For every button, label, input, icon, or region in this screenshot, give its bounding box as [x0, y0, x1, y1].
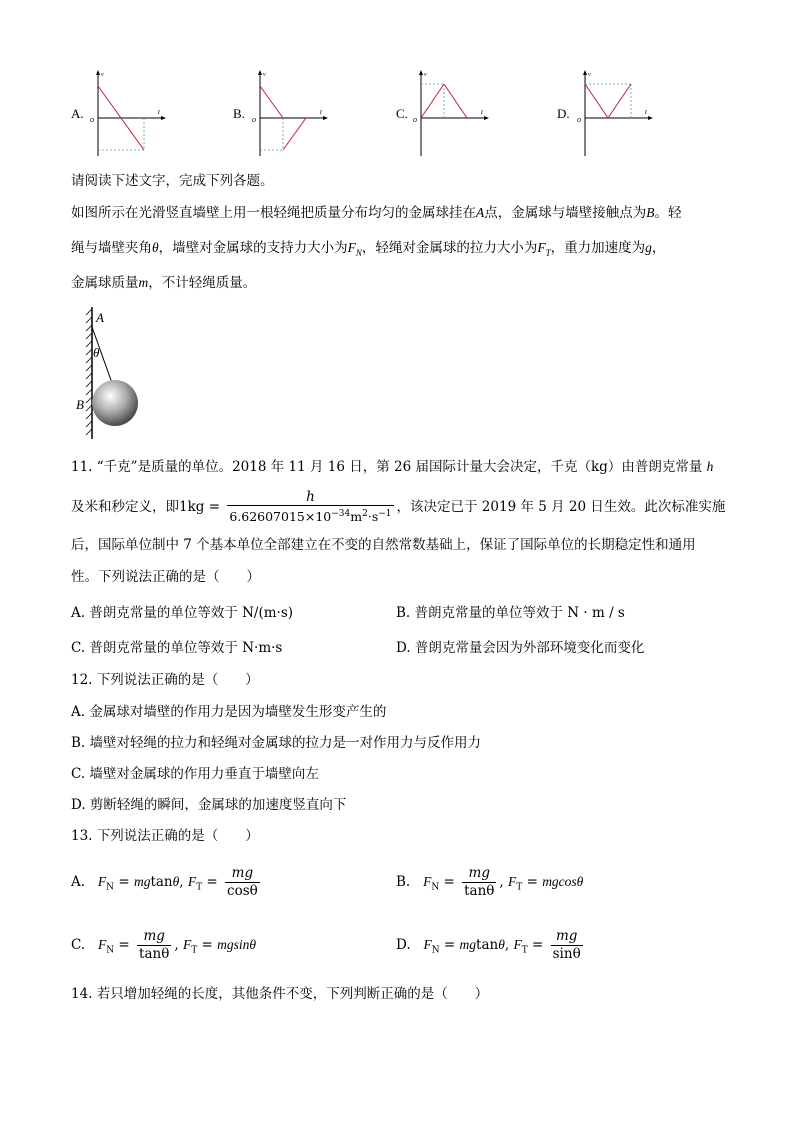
force-symbol: F [182, 937, 192, 952]
axis-t-label: t [645, 108, 647, 116]
para-line-1 [71, 203, 682, 223]
axis-t-label: t [481, 108, 483, 116]
den-exp: −34 [331, 509, 351, 520]
vt-graph-d [575, 68, 655, 160]
theta: θ [172, 874, 180, 889]
kg-equals: 1kg = [179, 499, 221, 515]
den-value: 6.62607015×10 [229, 509, 332, 525]
q11-line-3: 后，国际单位制中 7 个基本单位全部建立在不变的自然常数基础上，保证了国际单位的长期稳定性和通用 [71, 537, 696, 553]
subscript: T [521, 945, 528, 956]
option-label: B. [396, 874, 411, 890]
numerator: mg [551, 928, 583, 946]
intro-text: 请阅读下述文字，完成下列各题。 [71, 173, 274, 189]
force-symbol: F [187, 874, 197, 889]
text: 金属球质量 [71, 275, 139, 291]
subscript: T [516, 882, 523, 893]
option-label: B. [233, 106, 245, 121]
force-symbol: F [513, 937, 522, 952]
point-b: B [646, 205, 655, 220]
text: ，墙壁对金属球的支持力大小为 [158, 240, 348, 256]
subscript: T [196, 882, 203, 893]
origin-label: o [252, 115, 256, 124]
text: 绳与墙壁夹角 [71, 240, 152, 256]
denominator: tanθ [464, 883, 495, 899]
subscript: N [355, 247, 362, 258]
para-line-3 [71, 273, 256, 293]
force-symbol: F [423, 937, 432, 952]
subscript: N [431, 945, 440, 956]
m-symbol: m [138, 275, 149, 290]
q14-stem: 14. 若只增加轻绳的长度，其他条件不变，下列判断正确的是（ ） [71, 986, 489, 1002]
denominator: tanθ [139, 946, 170, 962]
axis-t-label: t [158, 108, 160, 116]
numerator: mg [462, 865, 496, 883]
text: ，该决定已于 2019 年 5 月 20 日生效。此次标准实施 [396, 499, 726, 515]
q11-option-a: A. 普朗克常量的单位等效于 N/(m·s) [71, 605, 294, 621]
den-unit: m [350, 509, 363, 525]
option-label: D. [557, 106, 570, 121]
fraction [225, 865, 260, 900]
denominator: cosθ [227, 883, 258, 899]
expression: mgsinθ [217, 937, 256, 952]
origin-label: o [413, 115, 417, 124]
q13-option-c: C. $F_N$ = $\frac{mg}{\tan\theta}$ , $F_T = mgsin\theta$ [71, 928, 256, 962]
force-symbol: F [537, 240, 546, 255]
text: 及米和秒定义，即 [71, 499, 179, 515]
q13-option-b: B. $F_N$ = $\frac{mg}{\tan\theta}$ , $F_T = mgcos\theta$ [396, 865, 584, 899]
para-line-2 [71, 238, 665, 264]
force-symbol: F [98, 937, 107, 952]
q11-option-b: B. 普朗克常量的单位等效于 N · m / s [396, 605, 625, 621]
numerator: mg [225, 865, 260, 883]
metal-ball [92, 380, 138, 426]
den-unit2: ·s [367, 509, 379, 525]
force-symbol: F [423, 874, 432, 889]
text: 如图所示在光滑竖直墙壁上用一根轻绳把质量分布均匀的金属球挂在 [71, 205, 476, 221]
q13-option-a: A. $F_N = mgtan\theta$, $F_T$ = $\frac{mg}{\cos\theta}$ [71, 865, 258, 899]
mg: mg [133, 874, 151, 889]
wall-hatching [86, 309, 92, 435]
option-label: C. [396, 106, 408, 121]
origin-label: o [90, 115, 94, 124]
fraction [551, 928, 583, 963]
g-symbol: g [645, 240, 652, 255]
q13-option-d: D. $F_N = mgtan\theta$, $F_T$ = $\frac{mg}{\sin\theta}$ [396, 928, 581, 962]
label-theta: θ [93, 345, 100, 360]
axis-v-label: v [588, 72, 591, 78]
vt-graph-a [88, 68, 168, 160]
q11-line-2 [71, 488, 725, 526]
vt-graph-c [411, 68, 491, 160]
subscript: N [106, 882, 115, 893]
origin-label: o [577, 115, 581, 124]
label-a: A [96, 310, 104, 325]
fraction [137, 928, 171, 963]
option-label: C. [71, 937, 86, 953]
tan: tan [476, 937, 499, 953]
label-b: B [76, 397, 84, 412]
q12-option-c: C. 墙壁对金属球的作用力垂直于墙壁向左 [71, 766, 319, 782]
planck-fraction [227, 489, 393, 525]
h-symbol: h [706, 459, 714, 474]
wall-ball-figure [74, 305, 154, 445]
theta: θ [152, 240, 159, 255]
subscript: N [106, 945, 115, 956]
force-symbol: F [508, 874, 517, 889]
text: ，重力加速度为 [550, 240, 646, 256]
fraction [462, 865, 496, 900]
den-unit2-exp: −1 [378, 509, 392, 520]
text: ，不计轻绳质量。 [148, 275, 257, 291]
vt-graph-b [250, 68, 330, 160]
denominator: sinθ [552, 946, 581, 962]
text: 11. “千克”是质量的单位。2018 年 11 月 16 日，第 26 届国际计量大会决定，千克（kg）由普朗克常量 [71, 459, 703, 475]
mg: mg [459, 937, 477, 952]
force-symbol: F [347, 240, 356, 255]
subscript: T [545, 247, 551, 258]
option-label: A. [71, 106, 84, 121]
expression: mgcosθ [542, 874, 584, 889]
q11-line-1 [71, 457, 713, 477]
q11-option-d: D. 普朗克常量会因为外部环境变化而变化 [396, 640, 645, 656]
q11-option-c: C. 普朗克常量的单位等效于 N·m·s [71, 640, 283, 656]
option-label: A. [71, 874, 86, 890]
den-unit-exp: 2 [362, 509, 368, 520]
q12-option-b: B. 墙壁对轻绳的拉力和轻绳对金属球的拉力是一对作用力与反作用力 [71, 735, 482, 751]
text: ， [651, 240, 666, 256]
subscript: N [431, 882, 440, 893]
fraction-numerator: h [227, 489, 393, 506]
point-a: A [476, 205, 485, 220]
q12-option-a: A. 金属球对墙壁的作用力是因为墙壁发生形变产生的 [71, 704, 387, 720]
axis-t-label: t [320, 108, 322, 116]
option-label: D. [396, 937, 411, 953]
q12-stem: 12. 下列说法正确的是（ ） [71, 672, 259, 688]
text: 点，金属球与墙壁接触点为 [484, 205, 647, 221]
subscript: T [191, 945, 198, 956]
force-symbol: F [97, 874, 107, 889]
axis-v-label: v [101, 72, 104, 78]
theta: θ [498, 937, 505, 952]
q11-line-4: 性。下列说法正确的是（ ） [71, 569, 260, 585]
text: 。轻 [654, 205, 682, 221]
tan: tan [150, 874, 173, 890]
fraction-denominator [227, 506, 393, 525]
q12-option-d: D. 剪断轻绳的瞬间，金属球的加速度竖直向下 [71, 797, 347, 813]
numerator: mg [137, 928, 171, 946]
axis-v-label: v [424, 72, 427, 78]
axis-v-label: v [263, 72, 266, 78]
text: ，轻绳对金属球的拉力大小为 [361, 240, 538, 256]
q13-stem: 13. 下列说法正确的是（ ） [71, 828, 259, 844]
